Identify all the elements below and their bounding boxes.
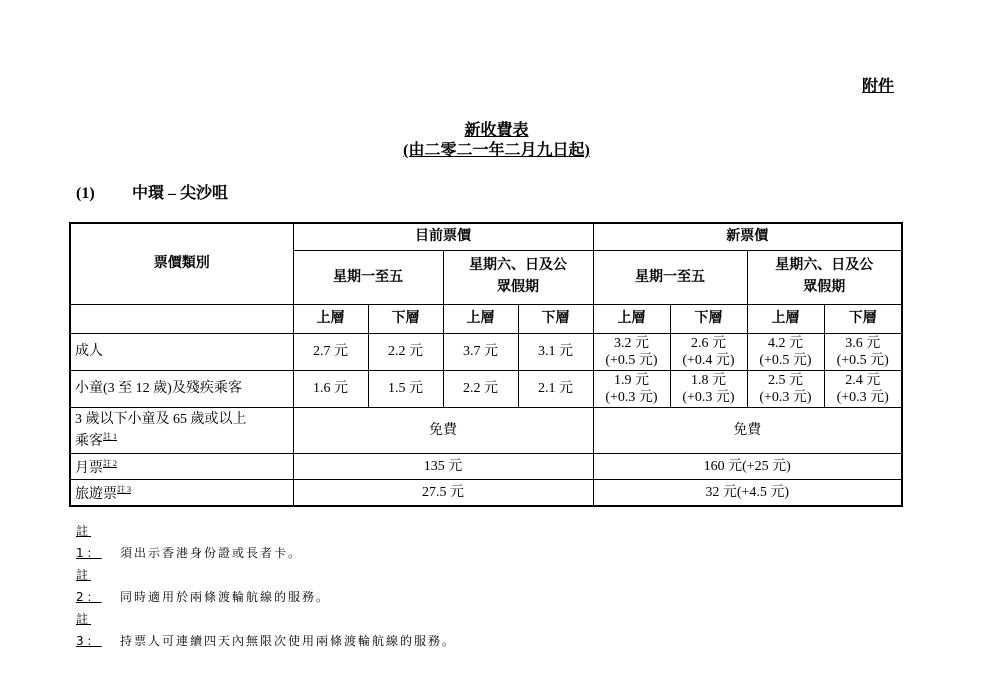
fare-cell: 2.1 元 [518,370,593,407]
row-label: 3 歲以下小童及 65 歲或以上 乘客$^{註 1}$ [70,407,293,453]
fare-cell: 1.8 元 (+0.3 元) [670,370,747,407]
fare-cell: 2.6 元 (+0.4 元) [670,333,747,370]
fare-cell: 27.5 元 [293,479,593,506]
header-new-fare: 新票價 [593,223,902,250]
fare-cell: 32 元(+4.5 元) [593,479,902,506]
fare-table [69,222,903,507]
table-row-adult [70,333,902,370]
fare-cell: 160 元(+25 元) [593,453,902,479]
row-label: 成人 [70,333,293,370]
fare-cell: 3.1 元 [518,333,593,370]
annex-label: 附件 [862,78,895,95]
section-route: 中環 – 尖沙咀 [132,185,229,202]
section-number: (1) [76,185,95,202]
fare-cell: 1.6 元 [293,370,368,407]
fare-cell: 2.5 元 (+0.3 元) [747,370,824,407]
fare-cell: 1.5 元 [368,370,443,407]
row-label: 旅遊票$^{註 3}$ [70,479,293,506]
header-lower-deck: 下層 [518,304,593,333]
fare-cell: 2.2 元 [443,370,518,407]
row-label: 月票$^{註 2}$ [70,453,293,479]
table-row-tourist [70,479,902,506]
header-current-weekend: 星期六、日及公眾假期 [443,250,593,304]
header-lower-deck: 下層 [368,304,443,333]
fare-cell: 3.6 元 (+0.5 元) [824,333,902,370]
header-lower-deck: 下層 [824,304,902,333]
fare-cell: 135 元 [293,453,593,479]
header-upper-deck: 上層 [293,304,368,333]
note-ref: 註 2 [103,459,117,468]
footnote: 註 1： 須出示香港身份證或長者卡。 [76,524,303,560]
header-upper-deck: 上層 [443,304,518,333]
header-blank [70,304,293,333]
header-current-fare: 目前票價 [293,223,593,250]
note-ref: 註 1 [103,431,117,441]
section-heading [76,180,228,203]
header-upper-deck: 上層 [747,304,824,333]
table-row-child [70,370,902,407]
header-current-weekday: 星期一至五 [293,250,443,304]
footnote: 註 3： 持票人可連續四天內無限次使用兩條渡輪航線的服務。 [76,612,457,648]
fare-cell: 1.9 元 (+0.3 元) [593,370,670,407]
row-label: 小童(3 至 12 歲)及殘疾乘客 [70,370,293,407]
fare-cell: 2.2 元 [368,333,443,370]
fare-cell: 3.7 元 [443,333,518,370]
effective-date: (由二零二一年二月九日起) [403,142,590,159]
fare-cell: 2.7 元 [293,333,368,370]
fare-cell: 3.2 元 (+0.5 元) [593,333,670,370]
header-new-weekday: 星期一至五 [593,250,747,304]
table-row-monthly [70,453,902,479]
header-category: 票價類別 [70,223,293,304]
header-lower-deck: 下層 [670,304,747,333]
fare-cell: 2.4 元 (+0.3 元) [824,370,902,407]
table-row-elderly [70,407,902,453]
fare-cell: 4.2 元 (+0.5 元) [747,333,824,370]
header-upper-deck: 上層 [593,304,670,333]
note-ref: 註 3 [117,485,131,495]
page-title: 新收費表 [464,122,529,139]
footnote: 註 2： 同時適用於兩條渡輪航線的服務。 [76,568,331,604]
footnotes [76,520,456,652]
header-new-weekend: 星期六、日及公眾假期 [747,250,902,304]
fare-cell: 免費 [293,407,593,453]
fare-cell: 免費 [593,407,902,453]
